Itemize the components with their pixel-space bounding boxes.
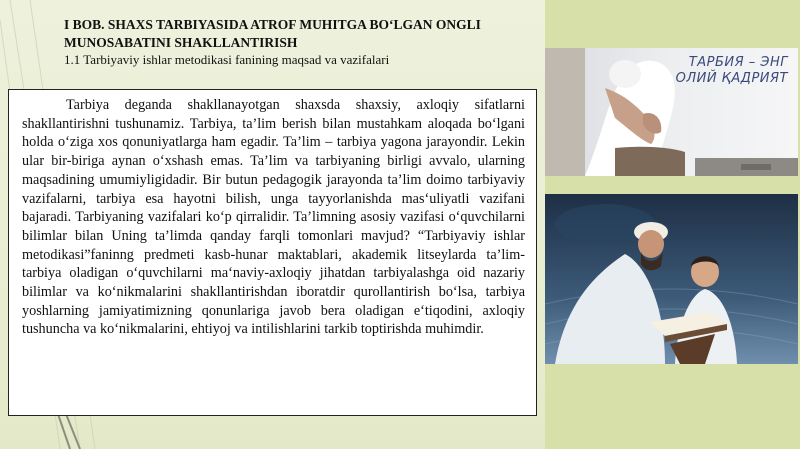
caption-line-2: ОЛИЙ ҚАДРИЯТ [675,71,788,86]
caption-line-1: ТАРБИЯ – ЭНГ [688,55,788,70]
photo-caption [676,55,788,87]
reading-illustration [545,194,798,364]
chapter-title: I BOB. SHAXS TARBIYASIDA ATROF MUHITGA BO‘LGAN ONGLI MUNOSABATINI SHAKLLANTIRISH [64,17,481,50]
section-subtitle: 1.1 Tarbiyaviy ishlar metodikasi fanining maqsad va vazifalari [64,52,390,67]
photo-reading [545,194,798,364]
photo-prayer [545,48,798,176]
body-text-box [8,89,537,416]
body-paragraph: Tarbiya deganda shakllanayotgan shaxsda shaxsiy, axloqiy sifatlarni shakllantirishni tushunamiz. Tarbiya, ta’lim berish bilan mustahkam aloqada bo‘lgani holda o‘ziga xos qonuniyatlarga ham egadir. Ta’lim – tarbiya yagona jarayondir. Lekin ular bir-biriga aynan o‘xshash emas. Ta’lim va tarbiyaning birligi avvalo, ularning maqsadining umumiyligidadir. Bir butun pedagogik jarayonda ta’lim doimo tarbiyaviy vazifalarni, tarbiya esa hayotni bilish, unga tayyorlanishda mas‘uliyatli vazifani bajaradi. Tarbiyaning vazifalari ko‘p qirralidir. Ta’limning asosiy vazifasi o‘quvchilarni bilimlar bilan Uning ta’limda qanday farqli tomonlari mavjud? “Tarbiyaviy ishlar metodikasi”faninng predmeti kasb-hunar maktablari, akademik litseylarda ta’lim-tarbiya oladigan o‘quvchilarni ma‘naviy-axloqiy jihatdan tarbiyalashga oid nazariy bilimlar va ko‘nikmalarini shakllantirishdan iboratdir qurollantirish bo‘lsa, tarbiya yoshlarning jamiyatimizning qonunlariga javob bera oladigan e‘tiqodini, axloqiy tushuncha va ko‘nikmalarini, ehtiyoj va intilishlarini tarkib toptirishda muhimdir. [22,97,525,338]
